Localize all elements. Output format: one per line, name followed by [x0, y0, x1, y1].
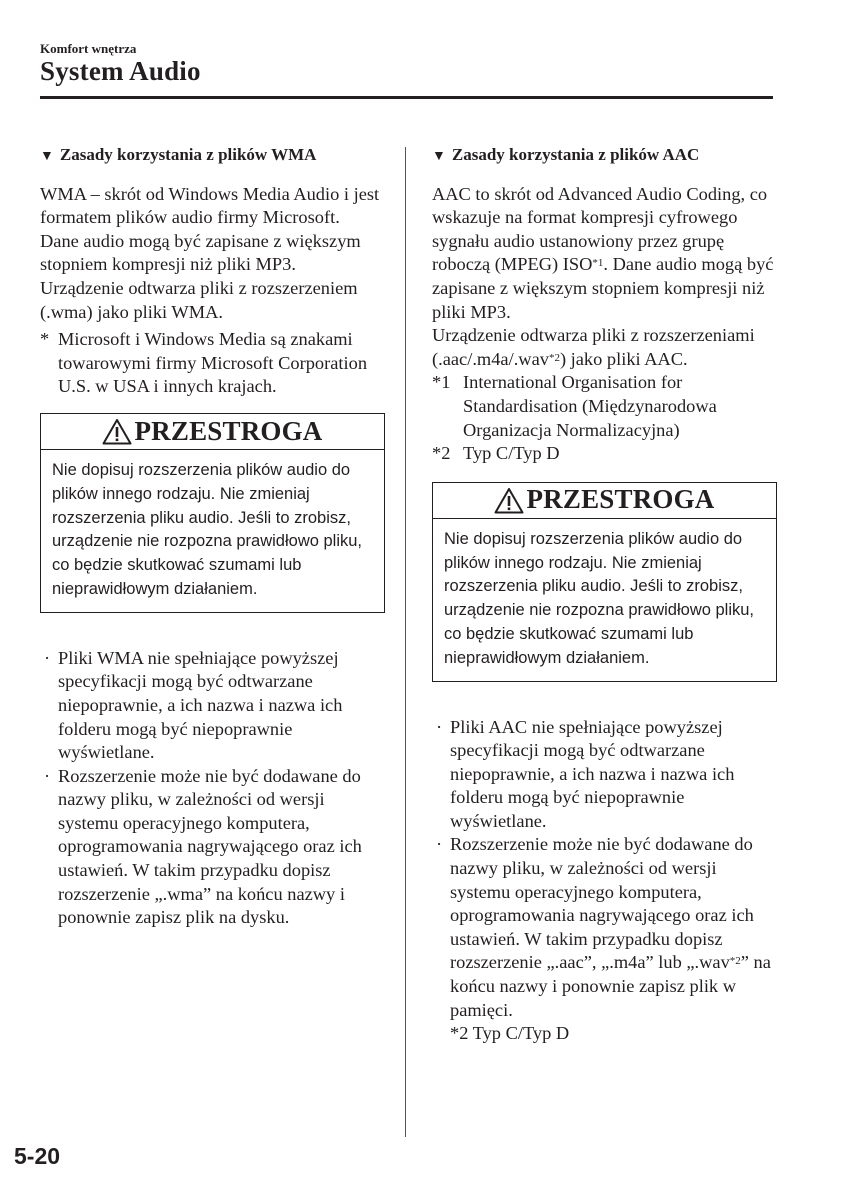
caution-header: [41, 414, 384, 450]
wma-heading: [40, 143, 385, 169]
triangle-down-icon: ▼: [40, 149, 54, 164]
aac-bullet-list: [432, 716, 777, 1046]
list-item: [40, 765, 385, 930]
bullet-dot-icon: ·: [436, 716, 443, 737]
caution-box: [40, 413, 385, 613]
caution-text: Nie dopisuj rozszerzenia plików audio do plików innego rodzaju. Nie zmieniaj rozszerzenia pliku audio. Jeśli to zrobisz, urządzenie nie rozpozna prawidłowo pliku, co będzie skutkować szumami lub nieprawidłowym działaniem.: [52, 460, 363, 598]
title-rule: [40, 96, 773, 99]
bullet-dot-icon: ·: [44, 647, 51, 668]
footnote-text: Typ C/Typ D: [463, 443, 560, 464]
wma-paragraph: WMA – skrót od Windows Media Audio i jest formatem plików audio firmy Microsoft.: [40, 183, 380, 228]
aac-intro-text: . Dane audio mogą być zapisane z większym stopniem kompresji niż pliki MP3.: [432, 254, 774, 322]
asterisk-mark: *: [40, 329, 50, 350]
aac-intro: [432, 183, 777, 325]
trademark-note-text: Microsoft i Windows Media są znakami towarowymi firmy Microsoft Corporation U.S. w USA i innych krajach.: [58, 329, 368, 397]
wma-paragraph: Dane audio mogą być zapisane z większym stopniem kompresji niż pliki MP3.: [40, 230, 361, 275]
left-column: [40, 143, 385, 930]
aac-heading: [432, 143, 777, 169]
footnote: [432, 371, 777, 442]
caution-box: [432, 482, 777, 682]
aac-plays-text: ) jako pliki AAC.: [559, 348, 688, 369]
wma-heading-text: Zasady korzystania z plików WMA: [59, 145, 317, 164]
list-item-text: Rozszerzenie może nie być dodawane do nazwy pliku, w zależności od wersji systemu operacyjnego komputera, oprogramowania nagrywającego oraz ich ustawień. W takim przypadku dopisz rozszerzenie „.wma” na końcu nazwy i ponownie zapisz plik na dysku.: [58, 765, 362, 928]
list-item-text: ” na końcu nazwy i ponownie zapisz plik w pamięci.: [450, 952, 771, 1020]
caution-title: PRZESTROGA: [134, 415, 323, 446]
footnote-ref: *2: [729, 955, 741, 968]
list-item: [40, 647, 385, 765]
footnote-mark: *1: [432, 372, 451, 393]
footnote-ref: *1: [592, 257, 604, 270]
page-number: 5-20: [14, 1143, 61, 1169]
triangle-down-icon: ▼: [432, 149, 446, 164]
list-item-text: Pliki AAC nie spełniające powyższej specyfikacji mogą być odtwarzane niepoprawnie, a ich nazwa i nazwa ich folderu mogą być niepoprawnie wyświetlane.: [450, 716, 735, 831]
aac-plays: [432, 324, 777, 371]
caution-text: Nie dopisuj rozszerzenia plików audio do plików innego rodzaju. Nie zmieniaj rozszerzenia pliku audio. Jeśli to zrobisz, urządzenie nie rozpozna prawidłowo pliku, co będzie skutkować szumami lub nieprawidłowym działaniem.: [444, 529, 755, 667]
list-item-text: Pliki WMA nie spełniające powyższej specyfikacji mogą być odtwarzane niepoprawnie, a ich nazwa i nazwa ich folderu mogą być niepoprawnie wyświetlane.: [58, 647, 343, 763]
bullet-dot-icon: ·: [44, 765, 51, 786]
trademark-note: [40, 328, 385, 399]
list-item: [432, 833, 777, 1045]
page-title: System Audio: [40, 56, 201, 86]
caution-header: [433, 483, 776, 519]
bullet-footnote: *2 Typ C/Typ D: [450, 1023, 570, 1044]
footnote-ref: *2: [548, 351, 560, 364]
footnote-text: International Organisation for Standardisation (Międzynarodowa Organizacja Normalizacyjna): [463, 372, 717, 440]
caution-title: PRZESTROGA: [526, 484, 715, 515]
column-divider: [405, 147, 406, 1137]
list-item: [432, 716, 777, 834]
wma-bullet-list: [40, 647, 385, 930]
warning-triangle-icon: [102, 418, 132, 445]
right-column: [432, 143, 777, 1046]
section-label: Komfort wnętrza: [40, 41, 137, 56]
aac-plays-text: Urządzenie odtwarza pliki z rozszerzeniami (.aac/.m4a/.wav: [432, 325, 755, 369]
list-item-text: Rozszerzenie może nie być dodawane do nazwy pliku, w zależności od wersji systemu operacyjnego komputera, oprogramowania nagrywającego oraz ich ustawień. W takim przypadku dopisz rozszerzenie „.aac”, „.m4a” lub „.wav: [450, 834, 754, 973]
wma-paragraph: Urządzenie odtwarza pliki z rozszerzeniem (.wma) jako pliki WMA.: [40, 277, 358, 322]
aac-intro-text: AAC to skrót od Advanced Audio Coding, co wskazuje na format kompresji cyfrowego sygnału audio ustanowiony przez grupę roboczą (MPEG) ISO: [432, 183, 768, 275]
footnote: [432, 442, 777, 466]
footnote-mark: *2: [432, 443, 451, 464]
bullet-dot-icon: ·: [436, 834, 443, 855]
aac-heading-text: Zasady korzystania z plików AAC: [451, 145, 700, 164]
warning-triangle-icon: [494, 487, 524, 514]
